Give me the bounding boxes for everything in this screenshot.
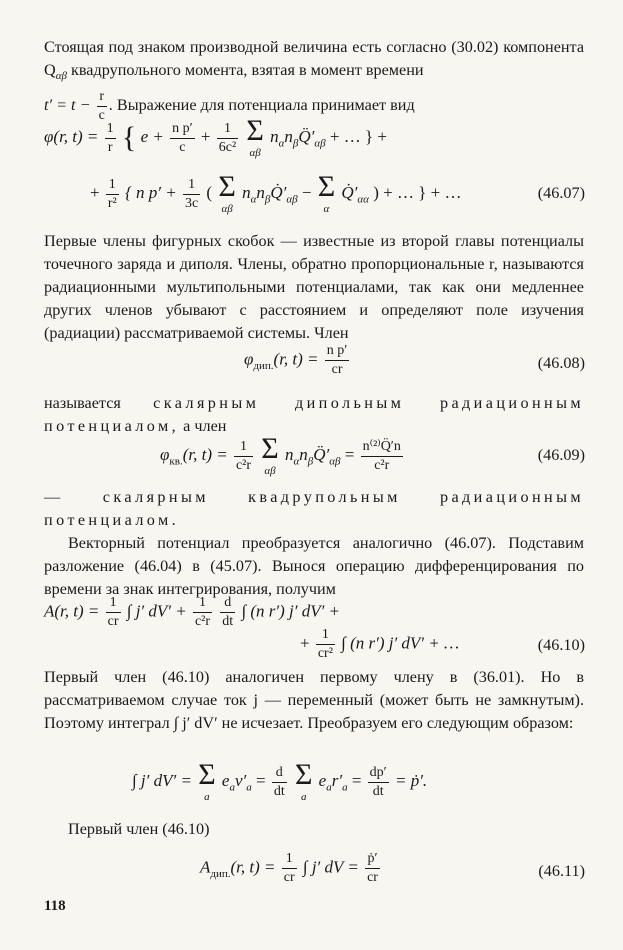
paragraph-6: Первый член (46.10) аналогичен первому члену в (36.01). Но в рассматриваемом случае ток j — переменный (может быть не замкнутым). Поэтому интеграл ∫ j′ dV′ не исчезает. Преобразуем его следующим образом: xyxy=(44,668,584,732)
sum-sign: Σ α xyxy=(317,170,336,215)
paragraph-5: Векторный потенциал преобразуется аналогично (46.07). Подставим разложение (46.04) в (45.07). Вынося операцию дифференцирования по времени за знак интегрирования, получим xyxy=(44,534,584,598)
paragraph-7: Первый член (46.10) xyxy=(68,820,210,838)
paragraph-3: называется скалярным дипольным радиационным потенциалом, а член xyxy=(44,394,584,435)
page-number: 118 xyxy=(44,898,66,914)
equation-integral-transform: ∫ j′ dV′ = Σ a $e_av'_a$ = $\frac{d}{dt}$ Σ a $e_ar'_a$ = $\frac{dp'}{dt}$ = ṗ′. xyxy=(132,758,428,803)
equation-46-10-line1: A(r, t) = $\frac{1}{cr}$ ∫ j′ dV′ + $\frac{1}{\text{c²r}}$ $\frac{d}{dt}$ ∫ (n r′) j′ dV′ + xyxy=(44,595,341,629)
equation-46-11: $A_{дип.}(r$, t) = $\frac{1}{cr}$ ∫ j′ dV = $\frac{\text{ṗ′}}{cr}$ xyxy=(200,851,378,885)
equation-number: (46.08) xyxy=(537,354,585,372)
sum-sign: Σ a xyxy=(294,758,313,803)
fraction: $\frac{r}{c}$ xyxy=(98,89,105,124)
equation-number: (46.07) xyxy=(537,184,585,202)
text: Стоящая под знаком производной величина есть согласно (30.02) компонента Q xyxy=(44,38,584,79)
text: квадрупольного момента, взятая в момент времени xyxy=(66,61,424,79)
equation-46-07-line1: φ(r, t) = $\frac{1}{r}$ { e + $\frac{\text{n p′}}{c}$ + $\frac{1}{\text{6c²}}$ Σ αβ $n_\alpha n_\beta Q̈'_{\alpha\beta}$ + … } + xyxy=(44,114,388,159)
paragraph-1 xyxy=(44,36,584,125)
equation-number: (46.09) xyxy=(537,446,585,464)
equation-46-07-line2: + $\frac{1}{\text{r²}}$ { n p′ + $\frac{1}{3c}$ ( Σ αβ $n_\alpha n_\beta Q̇'_{\alpha\beta}$ − Σ α $Q̇'_{\alpha\alpha}$ ) + … } + … xyxy=(90,170,462,215)
paragraph-2: Первые члены фигурных скобок — известные из второй главы потенциалы точечного заряда и диполя. Члены, обратно пропорциональные r, называются радиационными мультипольными потенциалами, так как они медленнее других членов убывают с расстоянием и определяют поле изучения (радиации) рассматриваемой системы. Член xyxy=(44,232,584,342)
equation-46-08: $\varphi_{дип.}(r$, t) = $\frac{\text{n p′}}{cr}$ xyxy=(244,343,348,377)
equation-46-10-line2: + $\frac{1}{\text{cr²}}$ ∫ (n r′) j′ dV′ + … xyxy=(300,627,460,661)
paragraph-4: — скалярным квадрупольным радиационным потенциалом. xyxy=(44,488,584,529)
equation-number: (46.11) xyxy=(538,862,585,880)
sum-sign: Σ a xyxy=(198,758,216,803)
formula: t′ = t − xyxy=(44,96,95,115)
sum-sign: Σ αβ xyxy=(246,114,264,159)
subscript: αβ xyxy=(55,70,67,83)
text: . Выражение для потенциала принимает вид xyxy=(108,96,415,115)
equation-46-09: $\varphi_{кв.}(r$, t) = $\frac{1}{\text{c²r}}$ Σ αβ $n_\alpha n_\beta Q̈'_{\alpha\beta}$ = $\frac{\text{n⁽²⁾Q̈′n}}{\text{c²r}}$ xyxy=(160,432,401,477)
equation-number: (46.10) xyxy=(537,636,585,654)
sum-sign: Σ αβ xyxy=(218,170,236,215)
sum-sign: Σ αβ xyxy=(261,432,279,477)
